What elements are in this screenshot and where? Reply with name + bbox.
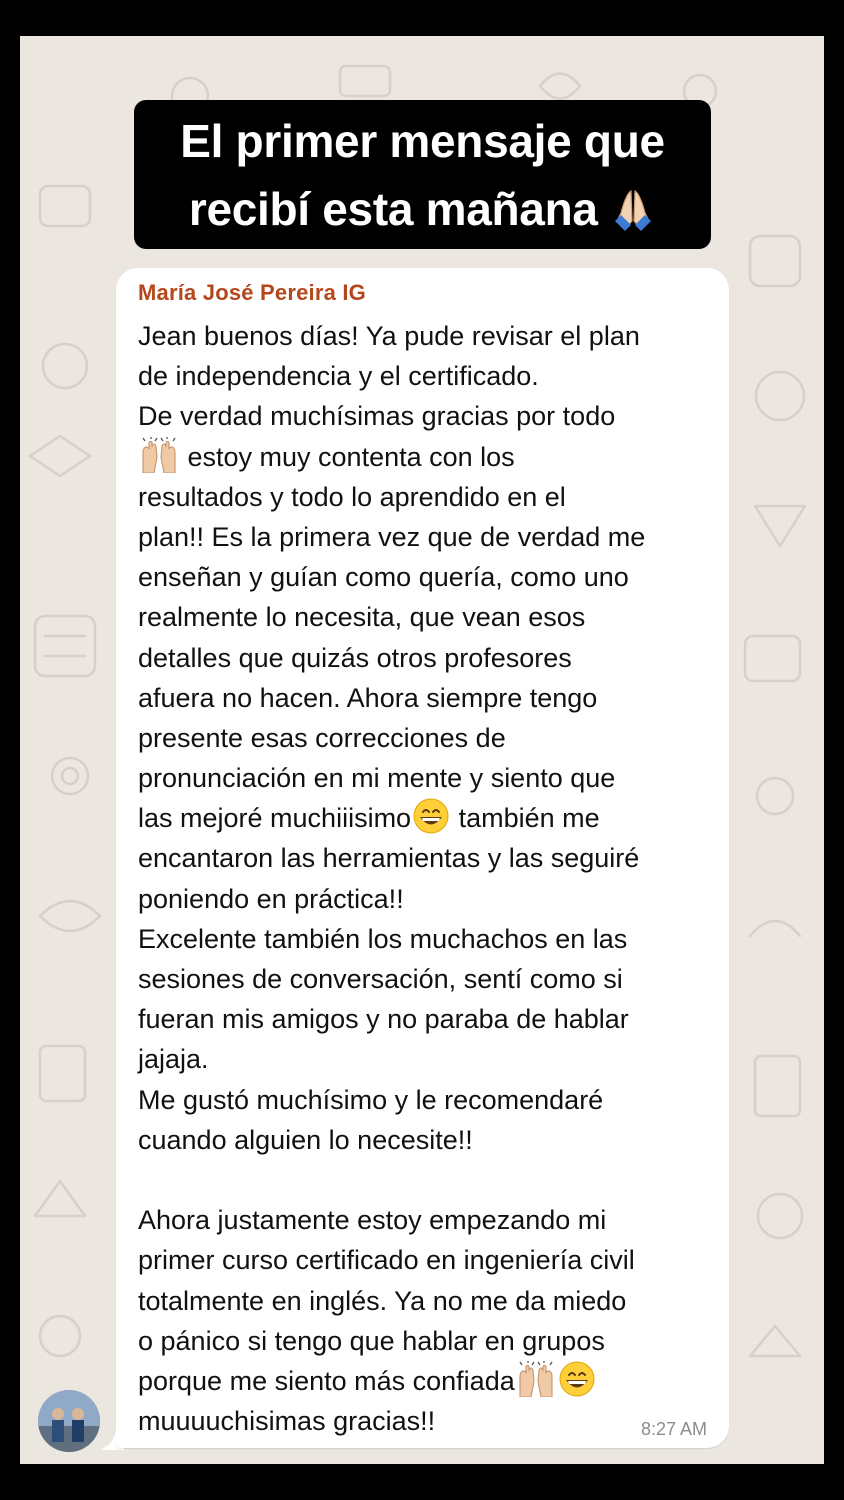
message-line: poniendo en práctica!! xyxy=(138,883,404,914)
avatar-photo xyxy=(38,1390,100,1452)
raising-hands-emoji-icon xyxy=(516,1361,556,1397)
message-line: realmente lo necesita, que vean esos xyxy=(138,602,586,633)
caption-line-2-text: recibí esta mañana xyxy=(188,183,598,235)
message-line: Ahora justamente estoy empezando mi xyxy=(138,1205,607,1236)
sender-name[interactable]: María José Pereira IG xyxy=(138,280,366,305)
message-line: sesiones de conversación, sentí como si xyxy=(138,964,623,994)
grinning-face-emoji-icon xyxy=(412,798,450,834)
message-line xyxy=(138,437,728,477)
message-line-text: también me xyxy=(451,803,600,834)
message-line: presente esas correcciones de xyxy=(138,722,506,753)
message-line: o pánico si tengo que hablar en grupos xyxy=(138,1325,605,1356)
caption-line-2 xyxy=(134,175,711,243)
message-line: Excelente también los muchachos en las xyxy=(138,923,628,954)
message-line: enseñan y guían como quería, como uno xyxy=(138,562,629,593)
story-caption xyxy=(134,100,711,249)
message-line: De verdad muchísimas gracias por todo xyxy=(138,401,616,432)
folded-hands-emoji-icon xyxy=(611,187,655,231)
message-line: primer curso certificado en ingeniería civil xyxy=(138,1245,635,1276)
message-line-text: porque me siento más confiada xyxy=(138,1365,515,1396)
message-line: encantaron las herramientas y las seguiré xyxy=(138,843,640,874)
message-line: de independencia y el certificado. xyxy=(138,361,539,392)
message-line: pronunciación en mi mente y siento que xyxy=(138,763,616,794)
message-line: jajaja. xyxy=(138,1044,209,1075)
message-bubble[interactable] xyxy=(116,268,729,1448)
message-text xyxy=(138,316,728,1441)
message-line-text: las mejoré muchiiisimo xyxy=(138,803,412,834)
message-line: muuuuchisimas gracias!! xyxy=(138,1406,436,1437)
message-line: cuando alguien lo necesite!! xyxy=(138,1124,473,1155)
message-line: afuera no hacen. Ahora siempre tengo xyxy=(138,682,598,713)
message-line xyxy=(138,1361,728,1401)
message-line xyxy=(138,798,728,838)
grinning-face-emoji-icon xyxy=(558,1361,596,1397)
message-line: fueran mis amigos y no paraba de hablar xyxy=(138,1004,629,1035)
message-line: resultados y todo lo aprendido en el xyxy=(138,481,566,512)
raising-hands-emoji-icon xyxy=(139,437,179,473)
caption-line-1: El primer mensaje que xyxy=(180,115,665,167)
message-line: Jean buenos días! Ya pude revisar el plan xyxy=(138,321,640,351)
message-line: detalles que quizás otros profesores xyxy=(138,642,572,673)
message-line-text: estoy muy contenta con los xyxy=(180,441,515,472)
message-line-blank xyxy=(138,1160,728,1200)
sender-avatar[interactable] xyxy=(38,1390,100,1452)
message-timestamp: 8:27 AM xyxy=(640,1419,707,1439)
message-line: Me gustó muchísimo y le recomendaré xyxy=(138,1084,604,1115)
message-line: plan!! Es la primera vez que de verdad me xyxy=(138,521,646,552)
message-line: totalmente en inglés. Ya no me da miedo xyxy=(138,1285,627,1316)
